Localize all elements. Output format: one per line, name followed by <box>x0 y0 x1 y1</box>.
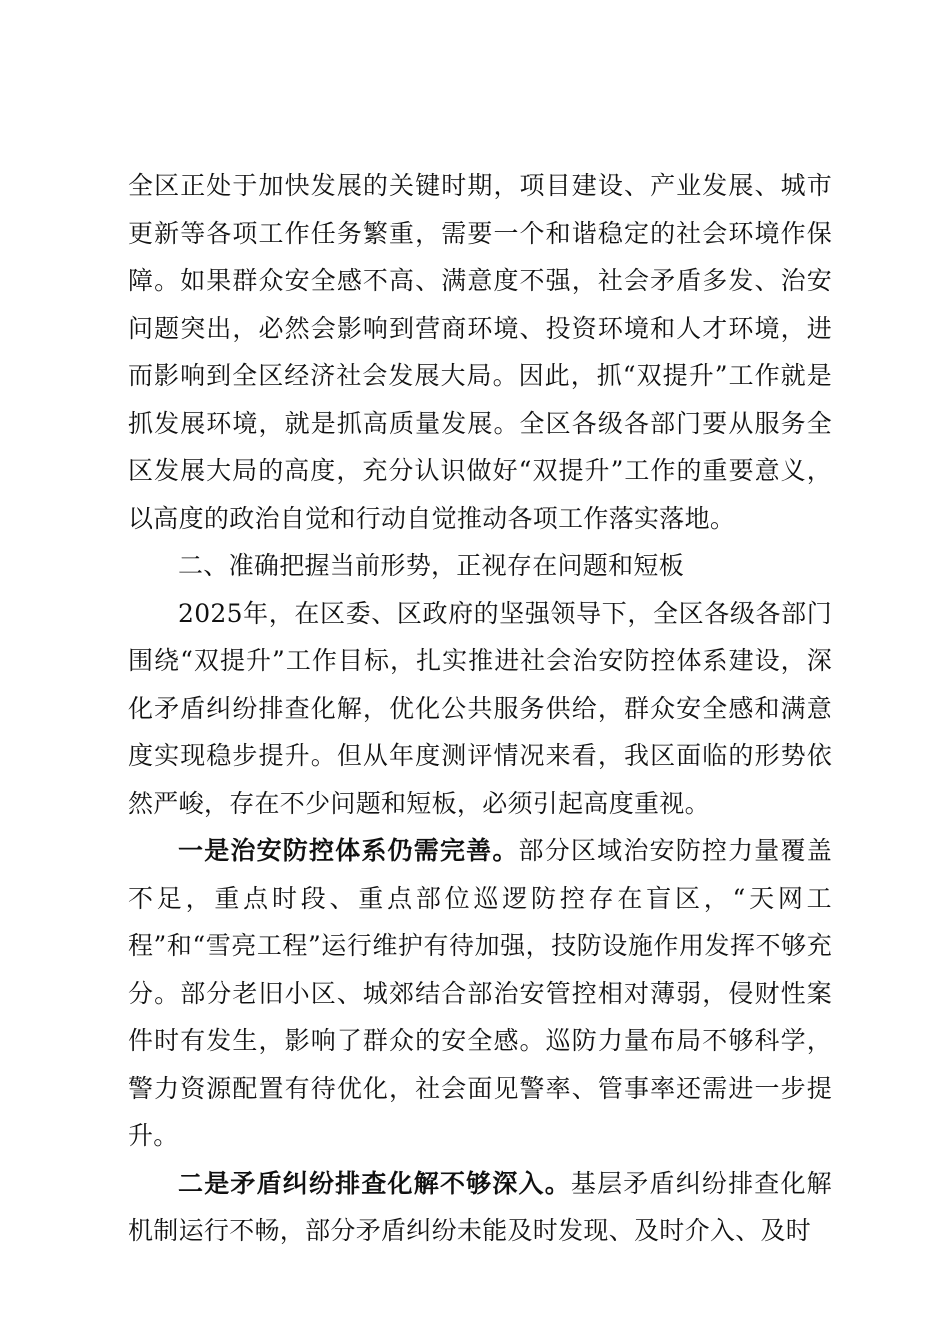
paragraph-5 <box>128 1160 832 1255</box>
paragraph-4 <box>128 827 832 1160</box>
paragraph-lead: 二是矛盾纠纷排查化解不够深入。 <box>178 1168 571 1198</box>
section-heading <box>128 542 832 590</box>
paragraph-1 <box>128 162 832 542</box>
paragraph-lead: 一是治安防控体系仍需完善。 <box>178 836 519 865</box>
section-heading-text: 二、准确把握当前形势，正视存在问题和短板 <box>178 551 685 580</box>
document-body <box>128 162 832 1255</box>
paragraph-text: 2025年，在区委、区政府的坚强领导下，全区各级各部门围绕“双提升”工作目标，扎实推进社会治安防控体系建设，深化矛盾纠纷排查化解，优化公共服务供给，群众安全感和满意度实现稳步提升。但从年度测评情况来看，我区面临的形势依然严峻，存在不少问题和短板，必须引起高度重视。 <box>128 598 832 818</box>
paragraph-3 <box>128 590 832 828</box>
paragraph-text: 全区正处于加快发展的关键时期，项目建设、产业发展、城市更新等各项工作任务繁重，需要一个和谐稳定的社会环境作保障。如果群众安全感不高、满意度不强，社会矛盾多发、治安问题突出，必然会影响到营商环境、投资环境和人才环境，进而影响到全区经济社会发展大局。因此，抓“双提升”工作就是抓发展环境，就是抓高质量发展。全区各级各部门要从服务全区发展大局的高度，充分认识做好“双提升”工作的重要意义，以高度的政治自觉和行动自觉推动各项工作落实落地。 <box>128 171 832 533</box>
paragraph-text: 部分区域治安防控力量覆盖不足，重点时段、重点部位巡逻防控存在盲区，“天网工程”和“雪亮工程”运行维护有待加强，技防设施作用发挥不够充分。部分老旧小区、城郊结合部治安管控相对薄弱，侵财性案件时有发生，影响了群众的安全感。巡防力量布局不够科学，警力资源配置有待优化，社会面见警率、管事率还需进一步提升。 <box>128 836 832 1150</box>
paragraph-text: 基层矛盾纠纷排查化解机制运行不畅，部分矛盾纠纷未能及时发现、及时介入、及时 <box>128 1168 832 1245</box>
